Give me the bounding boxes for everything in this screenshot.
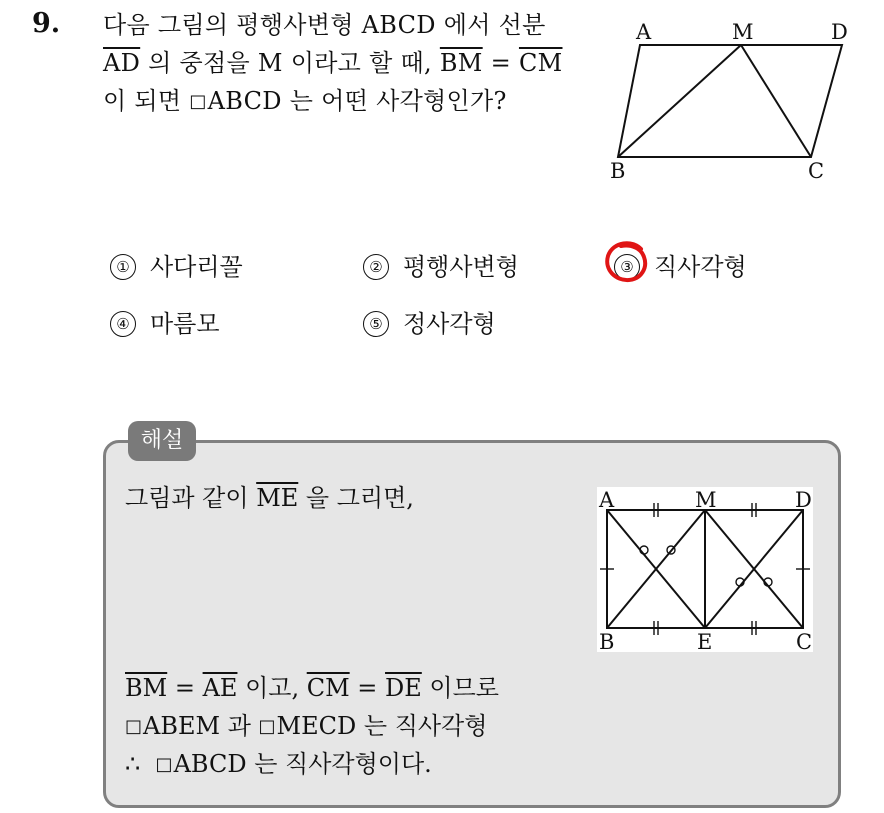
segment-me: $\overline{ME}$ [256,484,299,512]
solution-line-4: ∴ □ABCD 는 직사각형이다. [125,750,432,778]
square-symbol: □ [258,716,276,737]
question-line-2: $\overline{AD}$ 의 중점을 M 이라고 할 때, $\overline{BM} = \overline{CM}$ [103,49,563,77]
square-symbol: □ [125,716,143,737]
choice-5[interactable] [363,304,496,339]
therefore-symbol: ∴ [125,750,141,778]
choice-number: ⑤ [363,311,389,337]
question-number: 9. [32,8,61,39]
choice-number: ① [110,254,136,280]
choice-text: 평행사변형 [403,253,519,281]
label-m: M [695,488,717,512]
square-symbol: □ [155,754,173,775]
solution-line-3: □ABEM 과 □MECD 는 직사각형 [125,712,488,740]
label-d: D [831,20,848,44]
choice-number: ② [363,254,389,280]
parallelogram-abcd [618,45,842,157]
choice-2[interactable] [363,247,519,282]
label-b: B [610,159,626,183]
segment-cm-line [741,45,811,157]
label-d: D [795,488,812,512]
answer-mark-icon [603,238,651,286]
segment-cm: $\overline{CM}$ [518,49,563,77]
choice-number: ③ [614,254,640,280]
square-symbol: □ [189,91,207,112]
choice-1[interactable] [110,247,243,282]
choice-text: 직사각형 [654,253,747,281]
solution-line-2: $\overline{BM} = \overline{AE}$ 이고, $\overline{CM} = \overline{DE}$ 이므로 [125,674,499,702]
label-b: B [599,630,615,652]
choice-text: 정사각형 [403,310,496,338]
label-c: C [796,630,813,652]
parallelogram-figure [600,18,865,184]
label-m: M [732,20,754,44]
question-line-3: 이 되면 □ABCD 는 어떤 사각형인가? [103,87,507,115]
rectangle-figure [597,487,813,652]
question-line-1: 다음 그림의 평행사변형 ABCD 에서 선분 [103,11,546,39]
label-a: A [599,488,615,512]
solution-line-1: 그림과 같이 $\overline{ME}$ 을 그리면, [125,484,414,512]
segment-ad: $\overline{AD}$ [103,49,141,77]
segment-bm: $\overline{BM}$ [439,49,483,77]
choice-number: ④ [110,311,136,337]
choice-4[interactable] [110,304,220,339]
choice-text: 마름모 [150,310,220,338]
label-c: C [808,159,825,183]
solution-tag: 해설 [128,421,196,461]
label-e: E [697,630,713,652]
label-a: A [636,20,652,44]
choice-text: 사다리꼴 [150,253,243,281]
